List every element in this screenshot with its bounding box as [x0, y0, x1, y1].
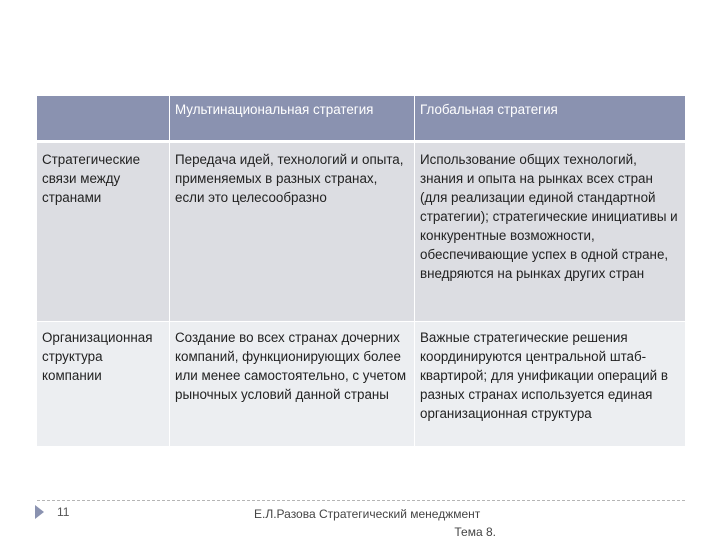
row-label: Организационная структура компании: [42, 330, 153, 383]
table-row: [37, 321, 685, 446]
footer-caption: [254, 505, 514, 541]
multinational-cell: Передача идей, технологий и опыта, применяемых в разных странах, если это целесообразно: [169, 143, 414, 321]
row-label: Стратегические связи между странами: [42, 152, 141, 205]
global-cell: Использование общих технологий, знания и опыта на рынках всех стран (для реализации единой стандартной стратегии); стратегические инициативы и конкурентные возможности, обеспечивающие успех в одной стране, внедряются на рынках других стран: [414, 143, 685, 321]
footer-divider: [37, 500, 685, 501]
header-empty-cell: [37, 96, 169, 140]
global-cell: Важные стратегические решения координируются центральной штаб-квартирой; для унификации операций в разных странах используется единая организационная структура: [414, 322, 685, 446]
strategy-comparison-table: [37, 96, 685, 446]
multinational-cell: Создание во всех странах дочерних компаний, функционирующих более или менее самостоятельно, с учетом рыночных условий данной страны: [169, 322, 414, 446]
table-row: [37, 142, 685, 321]
arrow-right-icon: [35, 505, 44, 519]
header-global: Глобальная стратегия: [414, 96, 685, 140]
table-header-row: [37, 96, 685, 140]
footer-author-line: Е.Л.Разова Стратегический менеджмент: [254, 507, 481, 521]
header-multinational: Мультинациональная стратегия: [169, 96, 414, 140]
footer-topic-line: Тема 8.: [454, 525, 496, 539]
page-number: 11: [57, 505, 70, 519]
